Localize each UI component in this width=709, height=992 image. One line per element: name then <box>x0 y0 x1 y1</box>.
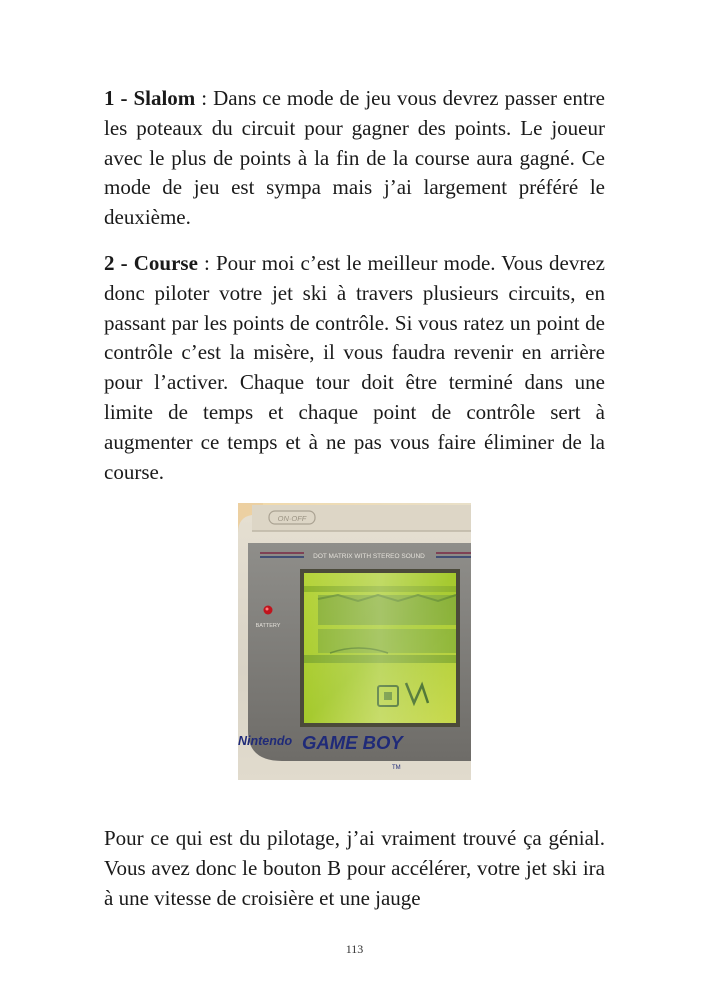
page-number: 113 <box>345 942 364 956</box>
game-boy-photo <box>238 503 471 780</box>
paragraph-label: 2 - Course <box>104 251 198 275</box>
paragraph-text: : Pour moi c’est le meilleur mode. Vous devrez donc piloter votre jet ski à travers plusieurs circuits, en passant par les points de contrôle. Si vous ratez un point de contrôle c’est la misère, il vous faudra revenir en arrière pour l’activer. Chaque tour doit être terminé dans une limite de temps et chaque point de contrôle sert à augmenter ce temps et à ne pas vous faire éliminer de la course. <box>104 251 605 484</box>
screen-label: DOT MATRIX WITH STEREO SOUND <box>313 553 425 560</box>
paragraph-text: : Dans ce mode de jeu vous devrez passer entre les poteaux du circuit pour gagner des points. Le joueur avec le plus de points à la fin de la course aura gagné. Ce mode de jeu est sympa mais j’ai largement préféré le deuxième. <box>104 86 605 230</box>
paragraph-slalom <box>104 84 605 233</box>
battery-label: BATTERY <box>255 623 281 629</box>
paragraph-label: 1 - Slalom <box>104 86 196 110</box>
paragraph-text: Pour ce qui est du pilotage, j’ai vraiment trouvé ça génial. Vous avez donc le bouton B pour accélérer, votre jet ski ira à une vitesse de croisière et une jauge <box>104 826 605 910</box>
on-off-label: ON·OFF <box>277 514 307 523</box>
paragraph-course <box>104 249 605 487</box>
nintendo-logo: Nintendo <box>238 734 293 748</box>
trademark-mark: TM <box>392 765 401 771</box>
game-boy-logo: GAME BOY <box>302 732 403 753</box>
paragraph-pilotage <box>104 824 605 913</box>
